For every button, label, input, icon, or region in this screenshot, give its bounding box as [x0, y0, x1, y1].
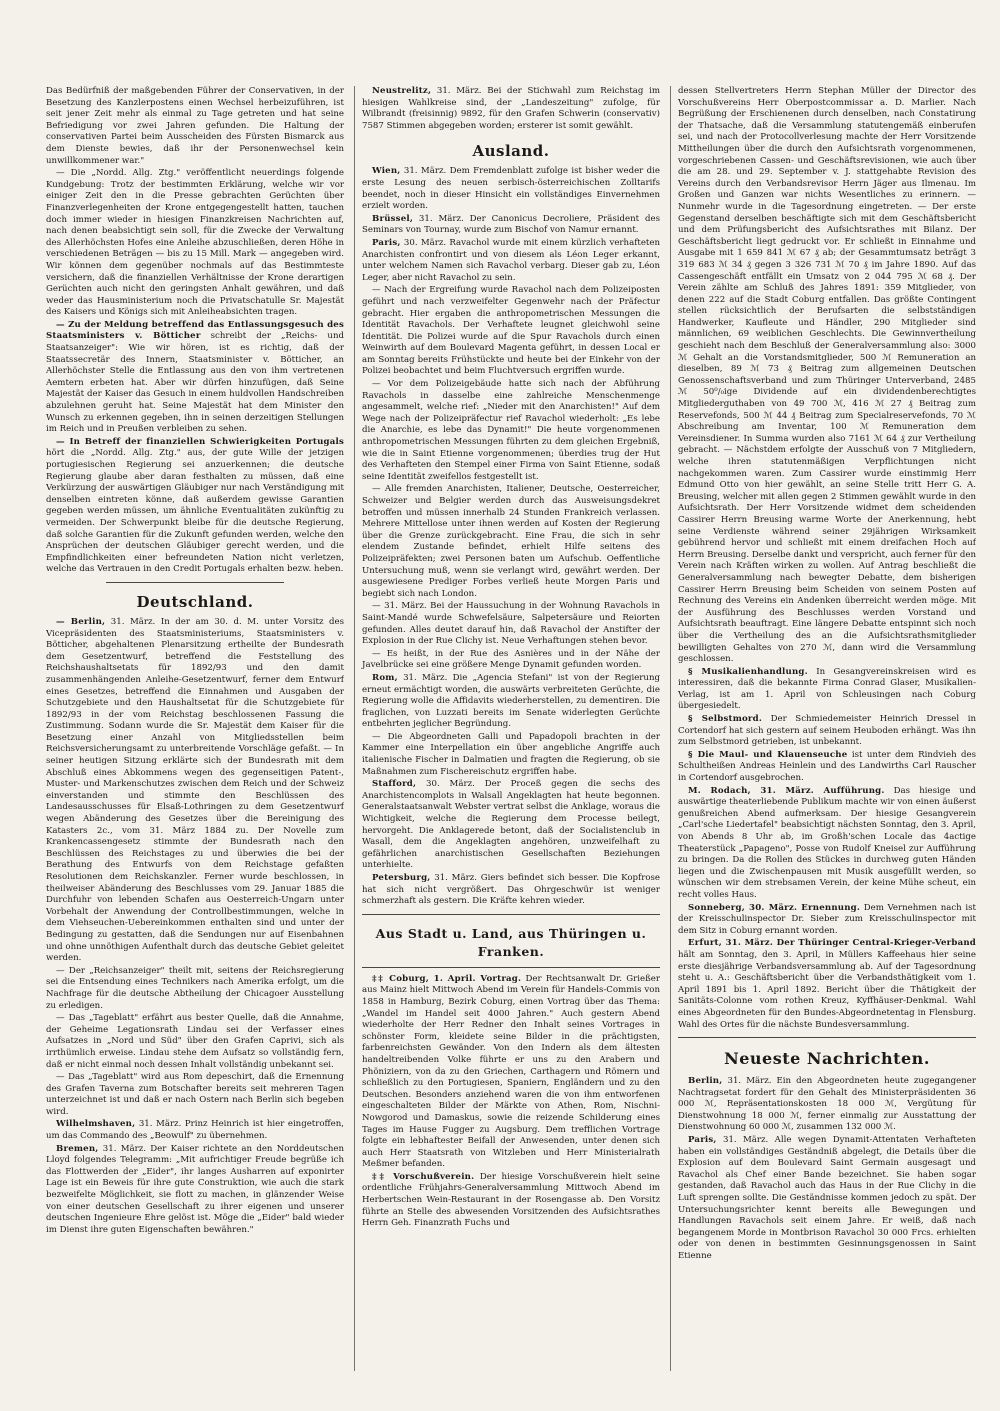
article-lead: Wilhelmshaven,	[56, 1119, 136, 1130]
article-paragraph	[678, 938, 976, 1031]
article-paragraph	[362, 1172, 660, 1230]
article-paragraph: — 31. März. Bei der Haussuchung in der Wohnung Ravachols in Saint-Mandé wurde Schwefelsäure, Salpetersäure und Reiorten gefunden. Alles deutet darauf hin, daß Ravachol der Anstifter der Explosion in der Rue Clichy ist. Neue Verhaftungen stehen bevor.	[362, 601, 660, 647]
article-body: hört die „Nordd. Allg. Ztg." aus, der gute Wille der jetzigen portugiesischen Regierung sei anzuerkennen; die deutsche Regierung glaube aber daran festhalten zu müssen, daß eine Verkürzung der auswärtigen Gläubiger nur nach Verständigung mit denselben eintreten könne, daß außerdem gewisse Garantien gegeben werden müssen, um ähnliche Eventualitäten zukünftig zu vermeiden. Der Schwerpunkt bleibe für die deutsche Regierung, daß solche Garantien für die Zukunft gefunden werden, welche den Ansprüchen der deutschen Gläubiger gerecht werden, und die Empfindlichkeiten einer befreundeten Nation nicht verletzen, welche das Vertrauen in den Credit Portugals erhalten bezw. heben.	[46, 448, 344, 575]
article-paragraph	[362, 673, 660, 731]
article-lead: ‡‡ Coburg, 1. April. Vortrag.	[372, 973, 522, 984]
article-lead: Bremen,	[56, 1143, 99, 1154]
article-body: 31. März. Alle wegen Dynamit-Attentaten Verhafteten haben ein vollständiges Geständniß abgelegt, die Details über die Explosion auf dem Boulevard Saint Germain ausgesagt und Ravachol als Chef einer Bande bezeichnet. Sie haben sogar gestanden, daß Ravachol auch das Haus in der Rue Clichy in die Luft sprengen sollte. Die Geständnisse kommen jedoch zu spät. Der Untersuchungsrichter kennt bereits alle Bewegungen und Handlungen Ravachols seit einem Jahre. Er weiß, daß nach begangenem Morde in Montbrison Ravachol 30 000 Frcs. erhielten oder von denen in bestimmten Gesinnungsgenossen in Saint Etienne	[678, 1135, 976, 1261]
article-body: 31. März. Der Kaiser richtete an den Norddeutschen Lloyd folgendes Telegramm: „Mit aufrichtiger Freude begrüße ich das Flottwerden der „Eider", ihr langes Ausharren auf exponirter Lage ist ein Beweis für ihre gute Construktion, wie auch die stark bezweifelte Möglichkeit, sie flott zu machen, in glänzender Weise von einer deutschen Gesellschaft zu ihrer eigenen und unserer deutschen Ingenieure Ehre gelöst ist. Möge die „Eider" bald wieder im Dienst ihre guten Eigenschaften bewähren."	[46, 1143, 344, 1235]
article-body: ist unter dem Rindvieh des Schultheißen Andreas Heinlein und des Landwirths Carl Rauscher in Cortendorf ausgebrochen.	[678, 749, 976, 784]
article-lead: § Musikalienhandlung.	[688, 666, 808, 677]
article-lead: Petersburg,	[372, 873, 431, 883]
article-lead: — Berlin,	[56, 616, 106, 627]
article-body: 31. März. Ein den Abgeordneten heute zugegangener Nachtragsetat fordert für den Gehalt des Ministerpräsidenten 36 000 ℳ, Repräsentationskosten 18 000 ℳ, Vergütung für Dienstwohnung 18 000 ℳ, ferner einmalig zur Ausstattung der Dienstwohnung 60 000 ℳ, zusammen 132 000 ℳ.	[678, 1076, 976, 1133]
article-body: 31. März. Giers befindet sich besser. Die Kopfrose hat sich nicht vergrößert. Das Ohrgeschwür ist weniger schmerzhaft als gestern. Die Kräfte kehren wieder.	[362, 873, 660, 907]
article-paragraph	[46, 1144, 344, 1237]
article-lead: Rom,	[372, 672, 398, 683]
article-lead: Berlin,	[688, 1076, 723, 1087]
article-body: Der Rechtsanwalt Dr. Grießer aus Mainz hielt Mittwoch Abend im Verein für Handels-Commis von 1858 in Hamburg, Bezirk Coburg, einen Vortrag über das Thema: „Wandel im Handel seit 4000 Jahren." Auch gestern Abend wiederholte der Herr Redner den Inhalt seines Vortrages in schönster Form, kleidete seine Bilder in die prächtigsten, farbenreichsten Gewänder. Von den Indern als dem ältesten handeltreibenden Volke führte er uns zu den Arabern und Phöniziern, von da zu den Griechen, Carthagern und Römern und schließlich zu den Portugiesen, Spaniern, Engländern und zu den Deutschen. Besonders anziehend waren die von ihm entworfenen eingeschalteten Bilder der Märkte von Athen, Rom, Nischni-Nowgorod und Damaskus, sowie die reizende Schilderung eines Tages im Hause Fugger zu Augsburg. Dem trefflichen Vortrage folgte ein lebhaftester Beifall der Anwesenden, unter denen sich auch Herr Staatsrath von Witzleben und Herr Ministerialrath Meßmer befanden.	[362, 973, 660, 1170]
article-body: In Gesangvereinskreisen wird es interessiren, daß die bekannte Firma Conrad Glaser, Musikalien-Verlag, ist am 1. April von Schleusingen nach Coburg übergesiedelt.	[678, 666, 976, 712]
separator-rule	[362, 914, 660, 915]
article-paragraph	[678, 750, 976, 785]
article-paragraph	[362, 166, 660, 212]
article-lead: — In Betreff der finanziellen Schwierigkeiten Portugals	[56, 436, 344, 447]
article-paragraph	[678, 1076, 976, 1134]
article-body: 31. März. Bei der Stichwahl zum Reichstag im hiesigen Wahlkreise sind, der „Landeszeitung" zufolge, für Wilbrandt (freisinnig) 9892, für den Grafen Schwerin (conservativ) 7587 Stimmen abgegeben worden; ersterer ist somit gewählt.	[362, 86, 660, 131]
article-paragraph	[678, 903, 976, 938]
section-heading-neueste-nachrichten: Neueste Nachrichten.	[724, 1049, 930, 1069]
article-lead: Sonneberg, 30. März. Ernennung.	[688, 902, 861, 913]
article-paragraph: — Das „Tageblatt" wird aus Rom depeschirt, daß die Ernennung des Grafen Taverna zum Botschafter bereits seit mehreren Tagen unterzeichnet ist und daß er nach Ostern nach Berlin sich begeben wird.	[46, 1072, 344, 1117]
separator-rule	[362, 967, 660, 968]
article-paragraph	[362, 238, 660, 284]
article-paragraph	[362, 974, 660, 1171]
article-paragraph	[678, 786, 976, 902]
column-right	[670, 86, 976, 1371]
article-paragraph: — Vor dem Polizeigebäude hatte sich nach der Abführung Ravachols in dasselbe eine zahlreiche Menschenmenge angesammelt, welche rief: „Nieder mit den Anarchisten!" Auf dem Wege nach der Polizeipräfectur rief Ravachol wiederholt: „Es lebe die Anarchie, es lebe das Dynamit!" Die heute vorgenommenen anthropometrischen Messungen führten zu dem gleichen Ergebniß, wie die in Saint Etienne vorgenommenen; überdies trug der Hut des Verhafteten den Stempel einer Firma von Saint Etienne, sodaß seine Identität zweifellos festgestellt ist.	[362, 379, 660, 482]
article-paragraph: — Das „Tageblatt" erfährt aus bester Quelle, daß die Annahme, der Geheime Legationsrath Lindau sei der Verfasser eines Aufsatzes in „Nord und Süd" über den Grafen Caprivi, sich als irrthümlich erweise. Lindau stehe dem Aufsatz so vollständig fern, daß er nicht einmal noch dessen Inhalt vollständig unbekannt sei.	[46, 1013, 344, 1070]
article-body: 31. März. In der am 30. d. M. unter Vorsitz des Vicepräsidenten des Staatsministeriums, Staatsministers v. Bötticher, abgehaltenen Plenarsitzung ertheilte der Bundesrath dem Gesetzentwurf, betreffend die Feststellung des Reichshaushaltsetats für 1892/93 und den damit zusammenhängenden Anleihe-Gesetzentwurf, ferner dem Entwurf eines Gesetzes, betreffend die Einnahmen und Ausgaben der Schutzgebiete und den Haushaltsetat für die Schutzgebiete für 1892/93 in der vom Reichstag beschlossenen Fassung die Zustimmung. Sodann wurde die Sr. Majestät dem Kaiser für die Besetzung einer Anzahl von Mitgliedsstellen beim Reichsversicherungsamt zu unterbreitende Vorschläge gefaßt. — In seiner heutigen Sitzung erklärte sich der Bundesrath mit dem Abschluß eines Abkommens wegen des gegenseitigen Patent-, Muster- und Markenschutzes zwischen dem Reich und der Schweiz einverstanden und stimmte den Beschlüssen des Landesausschusses für Elsaß-Lothringen zu dem Gesetzentwurf wegen Abänderung des Gesetzes über die Bereinigung des Katasters 2c., vom 31. März 1884 zu. Der Novelle zum Krankencassengesetz stimmte der Bundesrath nach den Beschlüssen des Reichstages zu und überwies die bei der Berathung des Entwurfs von dem Reichstage gefaßten Resolutionen dem Reichskanzler. Ferner wurde beschlossen, in theilweiser Abänderung des Beschlusses vom 29. Januar 1885 die Durchfuhr von lebenden Schafen aus Oesterreich-Ungarn unter Vorbehalt der Anwendung der Controllbestimmungen, welche in dem Viehseuchen-Uebereinkommen enthalten sind und unter der Bedingung zu gestatten, daß die Sendungen nur auf Eisenbahnen und ohne unnöthigen Aufenthalt durch das deutsche Gebiet geleitet werden.	[46, 616, 344, 964]
article-lead: Stafford,	[372, 779, 417, 790]
article-lead: ‡‡ Vorschußverein.	[372, 1171, 475, 1182]
article-paragraph	[362, 873, 660, 908]
article-paragraph: — Der „Reichsanzeiger" theilt mit, seitens der Reichsregierung sei die Entsendung eines Technikers nach Amerika erfolgt, um die Nachfrage für die deutsche Abtheilung der Chicagoer Ausstellung zu erledigen.	[46, 965, 344, 1011]
article-body: 30. März. Der Proceß gegen die sechs des Anarchistencomplots in Walsall Angeklagten hat heute begonnen. Generalstaatsanwalt Webster vertrat selbst die Anklage, woraus die Wichtigkeit, welche die Regierung dem Processe beilegt, hervorgeht. Die Anklagerede betont, daß der Socialistenclub in Wasall, dem die Angeklagten angehören, unzweifelhaft zu gefährlichen anarchistischen Gesellschaften Beziehungen unterhielte.	[362, 779, 660, 871]
section-heading-regional: Aus Stadt u. Land, aus Thüringen u. Franken.	[375, 925, 647, 959]
article-lead: § Die Maul- und Klauenseuche	[688, 749, 848, 760]
article-lead: Erfurt, 31. März. Der Thüringer Central-Krieger-Verband	[688, 938, 976, 949]
article-paragraph: — Es heißt, in der Rue des Asnières und in der Nähe der Javelbrücke sei eine größere Menge Dynamit gefunden worden.	[362, 648, 660, 671]
article-paragraph	[362, 214, 660, 237]
separator-rule	[106, 582, 284, 583]
article-lead: § Selbstmord.	[688, 714, 763, 725]
separator-rule	[678, 1037, 976, 1038]
article-lead: Paris,	[688, 1135, 717, 1146]
article-paragraph: dessen Stellvertreters Herrn Stephan Müller der Director des Vorschußvereins Herr Oberpostcommissar a. D. Marlier. Nach Begrüßung der Erschienenen durch denselben, nach Constatirung der Thatsache, daß die Versammlung statutengemäß einberufen sei, und nach der Protocollverlesung machte der Herr Vorsitzende Mittheilungen über die durch den Aufsichtsrath vorgenommenen, vorgeschriebenen Cassen- und Geschäftsrevisionen, wie auch über die am 28. und 29. September v. J. stattgehabte Revision des Vereins durch den Verbandsrevisor Herrn Jäger aus Ilmenau. Im Großen und Ganzen war nichts Wesentliches zu erinnern. — Nunmehr wurde in die Tagesordnung eingetreten. — Der erste Gegenstand derselben beschäftigte sich mit dem Geschäftsbericht und dem Prüfungsbericht des Aufsichtsrathes mit Bilanz. Der Geschäftsbericht liegt gedruckt vor. Er schließt in Einnahme und Ausgabe mit 1 659 841 ℳ 67 ₰ ab; der Gesammtumsatz beträgt 3 319 683 ℳ 34 ₰ gegen 3 326 731 ℳ 70 ₰ im Jahre 1890. Auf das Cassengeschäft entfällt ein Umsatz von 2 044 795 ℳ 68 ₰. Der Verein zählte am Schluß des Jahres 1891: 359 Mitglieder, von denen 222 auf die Stadt Coburg entfallen. Das größte Contingent stellen rücksichtlich der Berufsarten die selbstständigen Handwerker, Kaufleute und Händler, 290 Mitglieder sind männlichen, 69 weiblichen Geschlechts. Die Gewinnvertheilung geschieht nach dem Beschluß der Generalversammlung also: 3000 ℳ Gehalt an die Vorstandsmitglieder, 500 ℳ Remuneration an dieselben, 89 ℳ 73 ₰ Beitrag zum allgemeinen Deutschen Genossenschaftsverband und zum Thüringer Unterverband, 2485 ℳ 50⁰/₀ige Dividende auf ein dividendenberechtigtes Mitgliederguthaben von 49 700 ℳ, 416 ℳ 27 ₰ Beitrag zum Reservefonds, 500 ℳ 44 ₰ Beitrag zum Specialreservefonds, 70 ℳ Abschreibung am Inventar, 100 ℳ Remuneration dem Vereinsdiener. In Summa wurden also 7161 ℳ 64 ₰ zur Vertheilung gebracht. — Nächstdem erfolgte der Ausschuß von 7 Mitgliedern, welche ihren statutenmäßigen Verpflichtungen nicht nachgekommen waren. Zum Cassirer wurde einstimmig Herr Edmund Otto von hier gewählt, an seine Stelle tritt Herr G. A. Breusing, welcher mit allen gegen 2 Stimmen gewählt wurde in den Aufsichtsrath. Der Herr Vorsitzende widmet dem scheidenden Cassirer Herrn Breusing warme Worte der Anerkennung, hebt seine Verdienste während seiner 29jährigen Wirksamkeit gebührend hervor und schließt mit einem dreifachen Hoch auf Herrn Breusing. Derselbe dankt und verspricht, auch ferner für den Verein nach Kräften wirken zu wollen. Auf Antrag beschließt die Generalversammlung nach bewegter Debatte, dem bisherigen Cassirer Herrn Breusing beim Scheiden von seinem Posten auf Rechnung des Vereins ein Andenken überreicht werden möge. Mit der Ausführung des Beschlusses werden Vorstand und Aufsichtsrath beauftragt. Eine längere Debatte entspinnt sich noch über die Vertheilung des an die Aufsichtsrathsmitglieder bewilligten Gehaltes von 270 ℳ, dann wird die Versammlung geschlossen.	[678, 86, 976, 665]
article-lead: Wien,	[372, 166, 401, 177]
article-paragraph	[46, 320, 344, 436]
column-left	[46, 86, 344, 1371]
article-lead: Brüssel,	[372, 213, 414, 224]
article-body: 31. März. Der Canonicus Decroliere, Präsident des Seminars von Tournay, wurde zum Bischof von Namur ernannt.	[362, 213, 660, 236]
article-body: hält am Sonntag, den 3. April, in Müllers Kaffeehaus hier seine erste diesjährige Verbandsversammlung ab. Auf der Tagesordnung steht u. A.: Geschäftsbericht über die Verbandsthätigkeit vom 1. April 1891 bis 1. April 1892. Bericht über die Thätigkeit der Sanitäts-Colonne vom rothen Kreuz, Kyffhäuser-Denkmal. Wahl eines Abgeordneten für den Bundes-Abgeordnetentag in Flensburg. Wahl des Ortes für die nächste Bundesversammlung.	[678, 949, 976, 1030]
section-heading-ausland: Ausland.	[472, 142, 550, 161]
article-body: schreibt der „Reichs- und Staatsanzeiger": Wie wir hören, ist es richtig, daß der Staatssecretär des Innern, Staatsminister v. Bötticher, an Allerhöchster Stelle die Entlassung aus den von ihm vertretenen Aemtern erbeten hat. Aber wir dürfen hinzufügen, daß Seine Majestät der Kaiser das Gesuch in einem huldvollen Handschreiben abzulehnen geruht hat. Seine Majestät hat dem Minister den Wunsch zu erkennen gegeben, ihn in seinen derzeitigen Stellungen im Reich und in Preußen verbleiben zu sehen.	[46, 331, 344, 435]
article-lead: M. Rodach, 31. März. Aufführung.	[688, 785, 885, 796]
article-paragraph	[46, 1119, 344, 1142]
article-lead: Neustrelitz,	[372, 86, 432, 96]
article-paragraph: Das Bedürfniß der maßgebenden Führer der Conservativen, in der Besetzung des Kanzlerpostens einen Wechsel herbeizuführen, ist seit jener Zeit mehr als einmal zu Tage getreten und hat seine Befriedigung vor zwei Jahren gefunden. Die Haltung der conservativen Partei beim Ausscheiden des Fürsten Bismarck aus dem Dienste bewies, daß ihr der Personenwechsel kein unwillkommener war."	[46, 86, 344, 166]
article-lead: — Zu der Meldung betreffend das Entlassungsgesuch des Staatsministers v. Bötticher	[46, 319, 344, 342]
article-paragraph: — Die „Nordd. Allg. Ztg." veröffentlicht neuerdings folgende Kundgebung: Trotz der bestimmten Erklärung, welche wir vor einiger Zeit den in die Presse gebrachten Gerüchten über Finanzverlegenheiten der Krone entgegengestellt hatten, tauchen doch immer wieder in hiesigen Finanzkreisen Nachrichten auf, nach denen beabsichtigt sein soll, für die Zwecke der Verwaltung des Allerhöchsten Hofes eine Anleihe abzuschließen, deren Höhe in verschiedenen Beträgen — bis zu 15 Mill. Mark — angegeben wird. Wir können dem gegenüber nochmals auf das Bestimmteste versichern, daß die finanziellen Verhältnisse der Krone derartigen Gerüchten auch nicht den geringsten Anhalt gewähren, und daß weder das Hausministerium noch die Privatschatulle Sr. Majestät des Kaisers und Königs sich mit Anleiheabsichten tragen.	[46, 168, 344, 318]
article-paragraph	[362, 86, 660, 132]
article-body: 30. März. Ravachol wurde mit einem kürzlich verhafteten Anarchisten confrontirt und von diesem als Léon Leger erkannt, unter welchem Namen sich Ravachol verbarg. Dieser gab zu, Léon Leger, aber nicht Ravachol zu sein.	[362, 237, 660, 283]
article-body: Dem Vernehmen nach ist der Kreisschulinspector Dr. Sieber zum Kreisschulinspector mit dem Sitz in Coburg ernannt worden.	[678, 902, 976, 936]
article-paragraph	[678, 1135, 976, 1263]
article-body: Der Schmiedemeister Heinrich Dressel in Cortendorf hat sich gestern auf seinem Heuboden erhängt. Was ihn zum Selbstmord getrieben, ist unbekannt.	[678, 714, 976, 748]
article-paragraph	[678, 714, 976, 749]
article-body: 31. März. Die „Agencia Stefani" ist von der Regierung erneut ermächtigt worden, die auswärts verbreiteten Gerüchte, die Regierung wolle die Affidavits wiederherstellen, zu dementiren. Die fraglichen, von Luzzati bereits im Senate widerlegten Gerüchte entbehrten jeglicher Begründung.	[362, 672, 660, 730]
section-heading-deutschland: Deutschland.	[136, 592, 254, 611]
article-paragraph: — Die Abgeordneten Galli und Papadopoli brachten in der Kammer eine Interpellation ein über angebliche Angriffe auch italienische Fischer in Dalmatien und fragten die Regierung, ob sie Maßnahmen zum Fischereischutz ergriffen habe.	[362, 731, 660, 777]
article-paragraph	[46, 617, 344, 965]
article-lead: Paris,	[372, 237, 401, 248]
article-paragraph: — Alle fremden Anarchisten, Italiener, Deutsche, Oesterreicher, Schweizer und Belgier werden durch das Ausweisungsdekret betroffen und müssen innerhalb 24 Stunden Frankreich verlassen. Mehrere Mittellose unter ihnen werden auf Kosten der Regierung über die Grenze zurückgebracht. Eine Frau, die sich in sehr elendem Zustande befindet, erhielt Hilfe seitens des Polizeipräfekten; zwei Personen baten um Aufschub. Oeffentliche Untersuchung muß, wenn sie verlangt wird, gewährt werden. Der ausgewiesene Prediger Forbes verließ heute Morgen Paris und begiebt sich nach London.	[362, 484, 660, 599]
article-body: 31. März. Prinz Heinrich ist hier eingetroffen, um das Commando des „Beowulf" zu übernehmen.	[46, 1119, 344, 1142]
article-paragraph	[362, 779, 660, 872]
article-body: Der hiesige Vorschußverein hielt seine ordentliche Frühjahrs-Generalversammlung Mittwoch Abend im Herbertschen Wein-Restaurant in der Rosengasse ab. Den Vorsitz führte an Stelle des abwesenden Vorsitzenden des Aufsichtsrathes Herrn Geh. Finanzrath Fuchs und	[362, 1171, 660, 1229]
article-body: Das hiesige und auswärtige theaterliebende Publikum machte wir von einen äußerst genußreichen Abend aufmerksam. Der hiesige Gesangverein „Carl'sche Liedertafel" beabsichtigt nächsten Sonntag, den 3. April, von Abends 8 Uhr ab, im Großh'schen Locale das 4actige Theaterstück „Papageno", Posse von Rudolf Kneisel zur Aufführung zu bringen. Da die Rollen des Stückes in durchweg guten Händen liegen und die Zwischenpausen mit Musik ausgefüllt werden, so wünschen wir dem strebsamen Verein, der keine Mühe scheut, ein recht volles Haus.	[678, 785, 976, 900]
article-body: 31. März. Dem Fremdenblatt zufolge ist bisher weder die erste Lesung des neuen serbisch-österreichischen Zolltarifs beendet, noch in dieser Hinsicht ein vollständiges Einvernehmen erzielt worden.	[362, 166, 660, 212]
article-paragraph: — Nach der Ergreifung wurde Ravachol nach dem Polizeiposten geführt und nach verzweifelter Gegenwehr nach der Präfectur gebracht. Hier ergaben die anthropometrischen Messungen die Identität Ravachols. Der Verhaftete leugnet gleichwohl seine Identität. Die Polizei wurde auf die Spur Ravachols durch einen Weinwirth auf dem Boulevard Magenta geführt, in dessen Local er am Sonntag bereits Frühstückte und heute bei der Einkehr von der Polizei beobachtet und beim Fluchtversuch ergriffen wurde.	[362, 285, 660, 377]
column-middle	[354, 86, 660, 1371]
article-paragraph	[678, 667, 976, 713]
article-paragraph	[46, 437, 344, 576]
